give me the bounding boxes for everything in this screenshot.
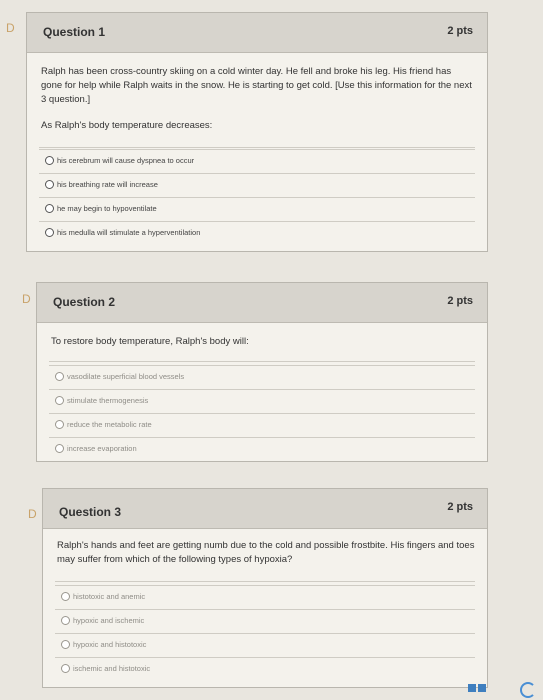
answer-option[interactable] [55, 657, 475, 679]
answer-option[interactable] [39, 197, 475, 219]
divider [39, 147, 475, 148]
radio-button[interactable] [45, 180, 54, 189]
question-header [43, 489, 487, 529]
question-title: Question 1 [43, 25, 106, 39]
radio-button[interactable] [55, 420, 64, 429]
question-points: 2 pts [447, 295, 473, 307]
answer-option[interactable] [55, 633, 475, 655]
question-title: Question 2 [53, 295, 116, 309]
answer-option[interactable] [49, 437, 475, 459]
question-header [37, 283, 487, 323]
radio-button[interactable] [61, 640, 70, 649]
answer-option-label: stimulate thermogenesis [67, 396, 149, 405]
flag-icon[interactable]: D [22, 292, 31, 306]
answer-option[interactable] [49, 365, 475, 387]
question-card-2 [36, 282, 488, 462]
radio-button[interactable] [55, 372, 64, 381]
question-prompt: As Ralph's body temperature decreases: [41, 120, 213, 131]
radio-button[interactable] [45, 204, 54, 213]
divider [55, 581, 475, 582]
grid-icon[interactable] [468, 684, 486, 694]
divider [49, 361, 475, 362]
answer-option-label: his breathing rate will increase [57, 180, 158, 189]
question-text: Ralph's hands and feet are getting numb due to the cold and possible frostbite. His fingers and toes may suffer from which of the following types of hypoxia? [57, 540, 475, 565]
radio-button[interactable] [61, 592, 70, 601]
question-text: To restore body temperature, Ralph's body will: [51, 336, 249, 347]
question-text: Ralph has been cross-country skiing on a cold winter day. He fell and broke his leg. His friend has gone for help while Ralph waits in the snow. He is starting to get cold. [Use this information for the next 3 question.] [41, 66, 472, 105]
flag-icon[interactable]: D [28, 507, 37, 521]
answer-option[interactable] [49, 413, 475, 435]
answer-option[interactable] [39, 221, 475, 243]
answer-option[interactable] [39, 149, 475, 171]
question-card-1 [26, 12, 488, 252]
answer-option[interactable] [55, 609, 475, 631]
answer-option-label: reduce the metabolic rate [67, 420, 152, 429]
answer-option-label: ischemic and histotoxic [73, 664, 151, 673]
answer-option-label: increase evaporation [67, 444, 137, 453]
flag-icon[interactable]: D [6, 21, 15, 35]
answer-option[interactable] [49, 389, 475, 411]
radio-button[interactable] [61, 616, 70, 625]
answer-option[interactable] [55, 585, 475, 607]
radio-button[interactable] [61, 664, 70, 673]
answer-option-label: vasodilate superficial blood vessels [67, 372, 185, 381]
question-card-3 [42, 488, 488, 688]
answer-option-label: he may begin to hypoventilate [57, 204, 157, 213]
question-points: 2 pts [447, 501, 473, 513]
radio-button[interactable] [55, 444, 64, 453]
answer-option-label: hypoxic and ischemic [73, 616, 145, 625]
question-header [27, 13, 487, 53]
question-points: 2 pts [447, 25, 473, 37]
answer-option-label: his cerebrum will cause dyspnea to occur [57, 156, 195, 165]
refresh-icon[interactable] [520, 682, 536, 698]
answer-option-label: his medulla will stimulate a hyperventilation [57, 228, 201, 237]
answer-option-label: hypoxic and histotoxic [73, 640, 147, 649]
radio-button[interactable] [45, 228, 54, 237]
answer-option-label: histotoxic and anemic [73, 592, 146, 601]
question-title: Question 3 [59, 505, 122, 519]
radio-button[interactable] [55, 396, 64, 405]
radio-button[interactable] [45, 156, 54, 165]
answer-option[interactable] [39, 173, 475, 195]
